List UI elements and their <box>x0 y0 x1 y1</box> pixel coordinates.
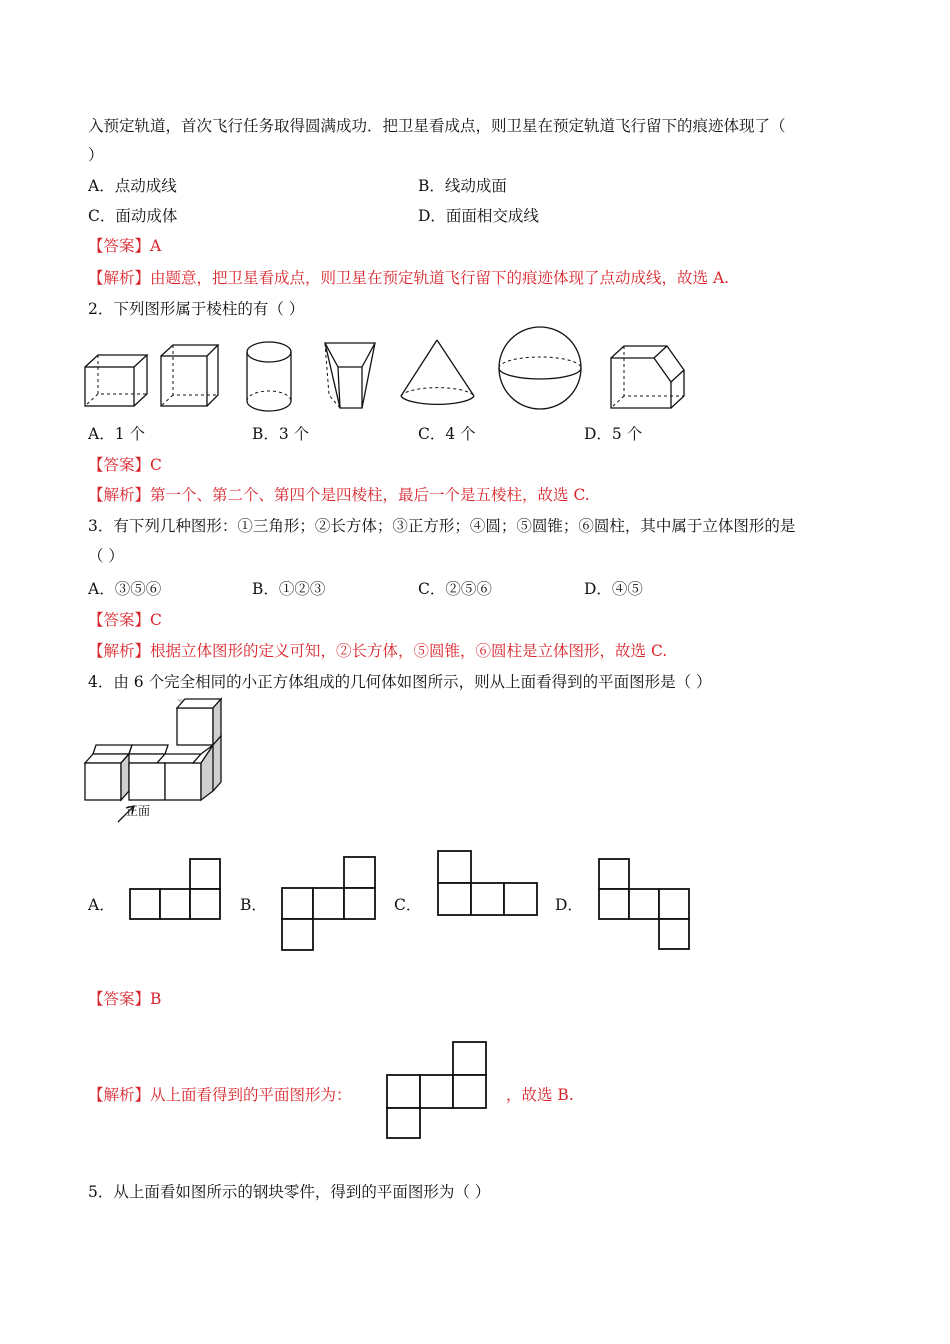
q4-option-a-figure <box>128 857 224 921</box>
q3-option-c: C．②⑤⑥ <box>418 580 492 598</box>
q1-option-a: A．点动成线 <box>88 177 177 195</box>
q4-option-d-figure <box>597 857 693 951</box>
q1-option-d: D．面面相交成线 <box>418 207 539 225</box>
q4-option-c-figure <box>436 849 540 917</box>
q2-stem: 2．下列图形属于棱柱的有（ ） <box>88 300 305 318</box>
q1-analysis <box>88 268 729 288</box>
analysis-tag: 【解析】 <box>88 642 151 660</box>
analysis-tag: 【解析】 <box>88 486 151 504</box>
q4-analysis <box>88 1085 352 1105</box>
q1-stem-line2: ） <box>88 146 104 164</box>
q4-front-label: 正面 <box>126 804 151 818</box>
q4-option-a: A． <box>88 896 115 914</box>
q3-stem-line2: （ ） <box>88 547 124 565</box>
q4-stem: 4．由 6 个完全相同的小正方体组成的几何体如图所示，则从上面看得到的平面图形是（ ） <box>88 673 712 691</box>
q3-option-a: A．③⑤⑥ <box>88 580 162 598</box>
answer-value: C <box>150 611 162 629</box>
q4-analysis-end: ，故选 B. <box>506 1086 574 1104</box>
analysis-text: 根据立体图形的定义可知，②长方体，⑤圆锥，⑥圆柱是立体图形，故选 C. <box>150 642 668 660</box>
q2-option-b: B．3 个 <box>252 425 310 443</box>
q4-option-d: D． <box>555 896 583 914</box>
q2-figure-cube <box>160 344 222 408</box>
analysis-text: 由题意，把卫星看成点，则卫星在预定轨道飞行留下的痕迹体现了点动成线，故选 A. <box>150 269 730 287</box>
q1-answer <box>88 236 161 256</box>
q2-figure-cone <box>398 338 478 410</box>
analysis-tag: 【解析】 <box>88 269 151 287</box>
analysis-tag: 【解析】 <box>88 1086 151 1104</box>
q2-option-d: D．5 个 <box>584 425 643 443</box>
q4-analysis-figure <box>385 1040 489 1140</box>
answer-value: B <box>150 990 162 1008</box>
q4-option-b: B． <box>240 896 267 914</box>
analysis-text: 从上面看得到的平面图形为： <box>150 1086 352 1104</box>
q4-option-b-figure <box>280 855 378 951</box>
q1-option-b: B．线动成面 <box>418 177 507 195</box>
analysis-text: 第一个、第二个、第四个是四棱柱，最后一个是五棱柱，故选 C. <box>150 486 590 504</box>
q2-analysis <box>88 485 590 505</box>
q3-stem-line1: 3．有下列几种图形：①三角形；②长方体；③正方形；④圆；⑤圆锥；⑥圆柱，其中属于立体图形的是 <box>88 517 796 535</box>
q3-answer <box>88 610 162 630</box>
q4-cube-figure <box>84 698 226 822</box>
q1-stem-line1: 入预定轨道，首次飞行任务取得圆满成功．把卫星看成点，则卫星在预定轨道飞行留下的痕迹体现了（ <box>88 117 786 135</box>
q2-answer <box>88 455 162 475</box>
q2-figure-pentagonal-prism <box>610 344 686 410</box>
q2-figure-cylinder <box>246 340 294 414</box>
q3-analysis <box>88 641 667 661</box>
q1-option-c: C．面动成体 <box>88 207 178 225</box>
q4-answer <box>88 989 161 1009</box>
q2-figure-trapezoid-prism <box>324 340 378 412</box>
q3-option-d: D．④⑤ <box>584 580 643 598</box>
q2-option-a: A．1 个 <box>88 425 145 443</box>
answer-tag: 【答案】 <box>88 990 151 1008</box>
q5-stem: 5．从上面看如图所示的钢块零件，得到的平面图形为（ ） <box>88 1183 491 1201</box>
answer-tag: 【答案】 <box>88 611 151 629</box>
answer-value: C <box>150 456 162 474</box>
q3-option-b: B．①②③ <box>252 580 326 598</box>
q2-option-c: C．4 个 <box>418 425 476 443</box>
answer-tag: 【答案】 <box>88 456 151 474</box>
answer-tag: 【答案】 <box>88 237 151 255</box>
q2-figure-cuboid <box>84 354 150 410</box>
q4-option-c: C． <box>394 896 422 914</box>
q2-figure-sphere <box>498 326 584 412</box>
answer-value: A <box>150 237 162 255</box>
